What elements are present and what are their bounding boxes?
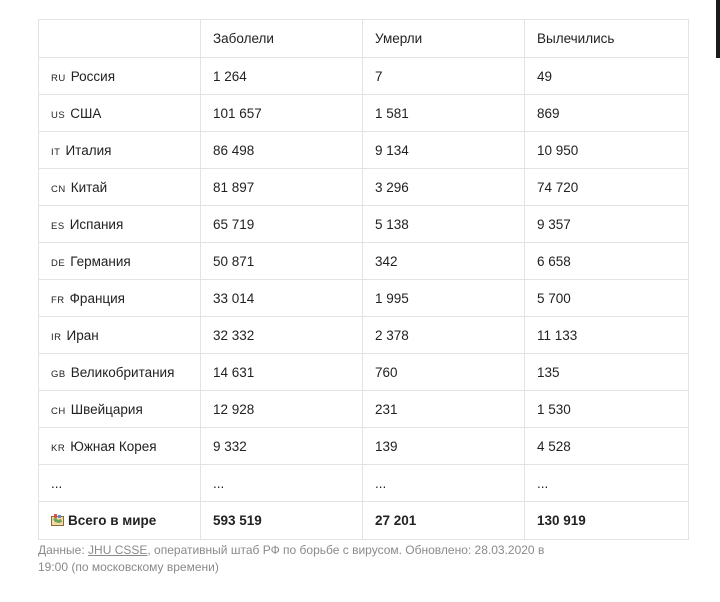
died-cell: 1 995 <box>363 280 525 317</box>
country-cell <box>39 169 201 206</box>
table-row <box>39 169 689 206</box>
flag-code: GB <box>51 368 66 380</box>
died-cell: 2 378 <box>363 317 525 354</box>
country-name: Испания <box>69 216 124 232</box>
country-cell <box>39 132 201 169</box>
total-died: 27 201 <box>363 502 525 540</box>
table-row <box>39 391 689 428</box>
country-cell <box>39 428 201 465</box>
sick-cell: 33 014 <box>201 280 363 317</box>
recovered-cell: 4 528 <box>525 428 689 465</box>
country-name: Россия <box>70 68 116 84</box>
sick-cell: 86 498 <box>201 132 363 169</box>
header-country <box>39 20 201 58</box>
total-sick: 593 519 <box>201 502 363 540</box>
table-row <box>39 58 689 95</box>
table-header-row <box>39 20 689 58</box>
died-cell: 5 138 <box>363 206 525 243</box>
recovered-cell: 869 <box>525 95 689 132</box>
sick-cell: 14 631 <box>201 354 363 391</box>
table-row <box>39 95 689 132</box>
died-cell: 760 <box>363 354 525 391</box>
header-died: Умерли <box>363 20 525 58</box>
sick-cell: 32 332 <box>201 317 363 354</box>
country-name: Швейцария <box>70 401 143 417</box>
window-edge <box>716 0 720 58</box>
total-row <box>39 502 689 540</box>
flag-code: KR <box>51 442 66 454</box>
recovered-cell: 6 658 <box>525 243 689 280</box>
total-recovered: 130 919 <box>525 502 689 540</box>
ellipsis-cell: ... <box>363 465 525 502</box>
country-name: Великобритания <box>70 364 175 380</box>
country-cell <box>39 280 201 317</box>
died-cell: 1 581 <box>363 95 525 132</box>
died-cell: 7 <box>363 58 525 95</box>
header-recovered: Вылечились <box>525 20 689 58</box>
flag-code: US <box>51 109 66 121</box>
flag-code: CH <box>51 405 66 417</box>
flag-code: IT <box>51 146 61 158</box>
died-cell: 3 296 <box>363 169 525 206</box>
died-cell: 9 134 <box>363 132 525 169</box>
flag-code: DE <box>51 257 66 269</box>
sick-cell: 50 871 <box>201 243 363 280</box>
recovered-cell: 74 720 <box>525 169 689 206</box>
died-cell: 139 <box>363 428 525 465</box>
died-cell: 231 <box>363 391 525 428</box>
ellipsis-cell: ... <box>39 465 201 502</box>
country-cell <box>39 95 201 132</box>
total-label: Всего в мире <box>68 513 157 528</box>
recovered-cell: 49 <box>525 58 689 95</box>
covid-stats-table <box>38 19 689 540</box>
sick-cell: 81 897 <box>201 169 363 206</box>
sick-cell: 9 332 <box>201 428 363 465</box>
country-cell <box>39 243 201 280</box>
recovered-cell: 5 700 <box>525 280 689 317</box>
source-prefix: Данные: <box>38 543 89 557</box>
flag-code: ES <box>51 220 65 232</box>
recovered-cell: 11 133 <box>525 317 689 354</box>
ellipsis-cell: ... <box>201 465 363 502</box>
country-name: Германия <box>70 253 131 269</box>
flag-code: FR <box>51 294 65 306</box>
flag-code: CN <box>51 183 66 195</box>
table-row <box>39 243 689 280</box>
table-row <box>39 280 689 317</box>
recovered-cell: 1 530 <box>525 391 689 428</box>
sick-cell: 101 657 <box>201 95 363 132</box>
recovered-cell: 9 357 <box>525 206 689 243</box>
sick-cell: 1 264 <box>201 58 363 95</box>
source-link-jhu[interactable]: JHU CSSE <box>88 543 148 557</box>
country-name: Китай <box>70 179 108 195</box>
sick-cell: 12 928 <box>201 391 363 428</box>
country-name: Италия <box>65 142 112 158</box>
table-row <box>39 132 689 169</box>
table-row <box>39 428 689 465</box>
country-cell <box>39 58 201 95</box>
ellipsis-row <box>39 465 689 502</box>
country-cell <box>39 391 201 428</box>
header-sick: Заболели <box>201 20 363 58</box>
ellipsis-cell: ... <box>525 465 689 502</box>
source-suffix: , оперативный штаб РФ по борьбе с вирусом. Обновлено: 28.03.2020 в 19:00 (по московскому времени) <box>38 543 545 574</box>
country-cell <box>39 354 201 391</box>
total-label-cell <box>39 502 201 540</box>
country-name: США <box>70 105 102 121</box>
died-cell: 342 <box>363 243 525 280</box>
country-cell <box>39 317 201 354</box>
flag-code: RU <box>51 72 66 84</box>
world-map-icon <box>51 514 64 526</box>
recovered-cell: 10 950 <box>525 132 689 169</box>
country-cell <box>39 206 201 243</box>
country-name: Южная Корея <box>70 438 157 454</box>
sick-cell: 65 719 <box>201 206 363 243</box>
table-row <box>39 354 689 391</box>
table-row <box>39 206 689 243</box>
flag-code: IR <box>51 331 62 343</box>
source-note <box>38 542 558 576</box>
recovered-cell: 135 <box>525 354 689 391</box>
country-name: Иран <box>66 327 99 343</box>
country-name: Франция <box>69 290 125 306</box>
table-row <box>39 317 689 354</box>
